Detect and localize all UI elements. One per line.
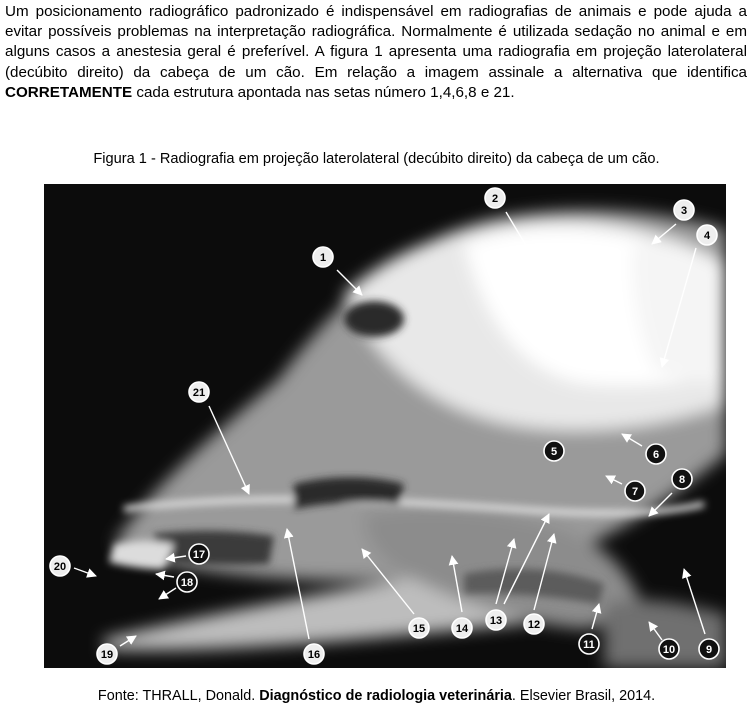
- marker-label: 4: [703, 230, 711, 242]
- question-emphasis: CORRETAMENTE: [5, 83, 133, 101]
- marker-label: 20: [53, 561, 67, 573]
- marker-label: 1: [319, 252, 327, 264]
- marker-19: [97, 644, 117, 664]
- figure-caption: Figura 1 - Radiografia em projeção laterolateral (decúbito direito) da cabeça de um cão.: [93, 151, 660, 167]
- marker-label: 14: [455, 623, 469, 635]
- marker-label: 18: [180, 577, 194, 589]
- marker-18: [177, 572, 197, 592]
- marker-label: 7: [631, 486, 639, 498]
- marker-12: [524, 614, 544, 634]
- marker-17: [189, 544, 209, 564]
- source-title: Diagnóstico de radiologia veterinária: [259, 688, 512, 704]
- marker-label: 15: [412, 623, 426, 635]
- marker-15: [409, 618, 429, 638]
- marker-21: [189, 382, 209, 402]
- marker-label: 5: [550, 446, 558, 458]
- marker-label: 17: [192, 549, 206, 561]
- marker-2: [485, 188, 505, 208]
- marker-label: 2: [491, 193, 499, 205]
- source-suffix: . Elsevier Brasil, 2014.: [511, 688, 656, 704]
- marker-9: [699, 639, 719, 659]
- marker-label: 19: [100, 649, 114, 661]
- question-text-part1: Um posicionamento radiográfico padronizado é indispensável em radiografias de animais e pode ajuda a evitar possíveis problemas na interpretação radiográfica. Normalmente é utilizada sedação no animal e em alguns casos a anestesia geral é preferível. A figura 1 apresenta uma radiografia em projeção laterolateral (decúbito direito) da cabeça de um cão. Em relação a imagem assinale a alternativa que identifica: [5, 3, 747, 81]
- radiograph-image: [44, 184, 726, 668]
- marker-7: [625, 481, 645, 501]
- marker-label: 21: [192, 387, 206, 399]
- marker-5: [544, 441, 564, 461]
- marker-14: [452, 618, 472, 638]
- marker-4: [697, 225, 717, 245]
- marker-label: 3: [680, 205, 688, 217]
- marker-label: 9: [705, 644, 713, 656]
- marker-13: [486, 610, 506, 630]
- figure-source: [0, 688, 753, 704]
- marker-8: [672, 469, 692, 489]
- radiograph-figure: [44, 184, 726, 668]
- marker-label: 8: [678, 474, 686, 486]
- marker-20: [50, 556, 70, 576]
- question-text: [5, 2, 747, 103]
- marker-1: [313, 247, 333, 267]
- marker-3: [674, 200, 694, 220]
- marker-label: 6: [652, 449, 660, 461]
- marker-label: 12: [527, 619, 541, 631]
- marker-label: 11: [583, 639, 595, 651]
- source-prefix: Fonte: THRALL, Donald.: [97, 688, 260, 704]
- marker-10: [659, 639, 679, 659]
- marker-label: 10: [662, 644, 676, 656]
- question-text-part2: cada estrutura apontada nas setas número 1,4,6,8 e 21.: [132, 83, 515, 101]
- marker-label: 13: [489, 615, 503, 627]
- marker-label: 16: [307, 649, 321, 661]
- marker-11: [579, 634, 599, 654]
- marker-6: [646, 444, 666, 464]
- marker-16: [304, 644, 324, 664]
